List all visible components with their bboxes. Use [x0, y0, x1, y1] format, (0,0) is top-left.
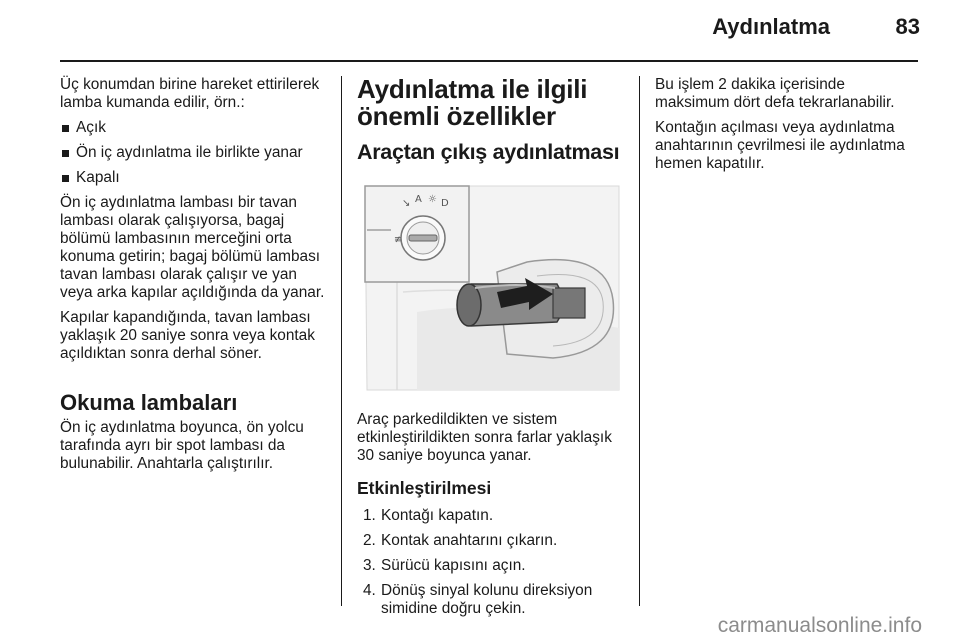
step-number: 4.	[363, 582, 376, 599]
list-item	[357, 557, 625, 575]
paragraph: Kapılar kapandığında, tavan lambası yaklaşık 20 saniye sonra veya kontak açıldıktan sonra derhal söner.	[60, 309, 315, 362]
column-right	[655, 76, 923, 180]
column-left	[60, 76, 328, 480]
step-text: Sürücü kapısını açın.	[381, 557, 526, 574]
step-number: 3.	[363, 557, 376, 574]
paragraph: Ön iç aydınlatma lambası bir tavan lambası olarak çalışıyorsa, bagaj bölümü lambasının merceğini orta konuma getirin; bagaj bölümü lambası tavan lambası olarak çalışır ve yan veya arka kapılar açıldığında da yanar.	[60, 194, 325, 301]
step-text: Kontak anahtarını çıkarın.	[381, 532, 558, 549]
svg-text:☼: ☼	[428, 194, 437, 205]
step-text: Dönüş sinyal kolunu direksiyon simidine doğru çekin.	[381, 582, 593, 617]
list-item	[357, 507, 625, 525]
step-number: 1.	[363, 507, 376, 524]
step-number: 2.	[363, 532, 376, 549]
svg-text:D: D	[441, 198, 449, 209]
header-rule	[60, 60, 918, 62]
intro-text: Üç konumdan birine hareket ettirilerek lamba kumanda edilir, örn.:	[60, 76, 320, 111]
paragraph: Araç parkedildikten ve sistem etkinleştirildikten sonra farlar yaklaşık 30 saniye boyunca yanar.	[357, 411, 612, 464]
list-item	[357, 532, 625, 550]
section-title: Okuma lambaları	[60, 390, 238, 415]
list-item: Ön iç aydınlatma ile birlikte yanar	[60, 144, 328, 162]
paragraph: Bu işlem 2 dakika içerisinde maksimum dört defa tekrarlanabilir.	[655, 76, 895, 111]
step-text: Kontağı kapatın.	[381, 507, 494, 524]
svg-text:≢: ≢	[394, 235, 402, 245]
page-number: 83	[895, 14, 920, 39]
list-item: Açık	[60, 119, 328, 137]
page-title: Aydınlatma ile ilgili önemli özellikler	[357, 74, 588, 131]
paragraph: Kontağın açılması veya aydınlatma anahtarının çevrilmesi ile aydınlatma hemen kapatılır.	[655, 119, 905, 172]
light-switch-stalk-illustration	[357, 182, 625, 394]
column-divider	[639, 76, 640, 606]
list-item: Kapalı	[60, 169, 328, 187]
svg-text:A: A	[415, 194, 422, 205]
subsection-title: Araçtan çıkış aydınlatması	[357, 140, 620, 164]
svg-text:↘: ↘	[402, 198, 411, 209]
activation-title: Etkinleştirilmesi	[357, 478, 492, 498]
light-switch-illustration-icon	[357, 182, 625, 394]
column-middle	[357, 76, 625, 625]
column-divider	[341, 76, 342, 606]
header-title: Aydınlatma	[712, 14, 830, 39]
steps-list	[357, 507, 625, 618]
watermark: carmanualsonline.info	[717, 614, 922, 637]
list-item	[357, 582, 625, 618]
paragraph: Ön iç aydınlatma boyunca, ön yolcu tarafında ayrı bir spot lambası da bulunabilir. Anahtarla çalıştırılır.	[60, 419, 304, 472]
